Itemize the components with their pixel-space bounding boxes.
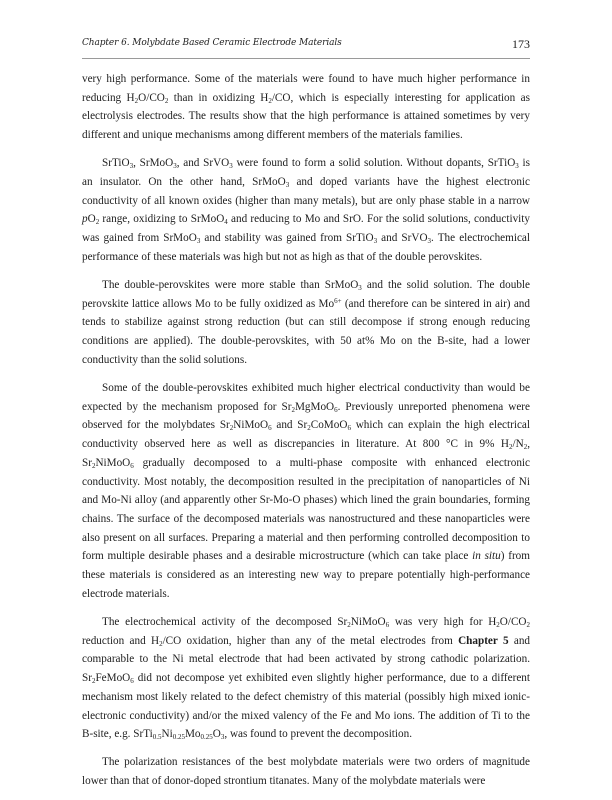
text-run: . Previously unreported phenomena were observed for the molybdates Sr bbox=[82, 400, 530, 432]
text-run: was very high for H bbox=[389, 615, 497, 628]
text-run: 2 bbox=[526, 620, 531, 629]
text-run: and stability was gained from SrTiO bbox=[200, 232, 374, 245]
text-run: 0.25 bbox=[200, 733, 213, 742]
text-run: Chapter 5 bbox=[458, 634, 509, 647]
text-run: 4 bbox=[224, 218, 228, 227]
text-run: FeMoO bbox=[95, 672, 131, 685]
text-run: 3 bbox=[196, 237, 201, 246]
text-run: 2 bbox=[159, 639, 163, 648]
text-run: 3 bbox=[373, 237, 378, 246]
text-run: reduction and H bbox=[82, 634, 160, 647]
paragraph bbox=[82, 154, 530, 266]
chapter-title: Chapter 6. Molybdate Based Ceramic Electrode Materials bbox=[82, 38, 342, 48]
text-run: 2 bbox=[523, 443, 528, 452]
text-run: (and therefore can be sintered in air) and tends to stabilize against strong reduction (but can still decompose if strong enough reducing conditions are applied). The double-perovskites, with 50 at% Mo on the B-site, had a lower conductivity than the solid solutions. bbox=[82, 297, 530, 366]
text-run: 2 bbox=[134, 96, 139, 105]
text-run: SrTiO bbox=[102, 157, 130, 170]
text-run: /CO, which is especially interesting for application as electrolysis electrodes. The results show that the high performance is attained sometimes by very different and unique mechanisms among different members of the materials families. bbox=[82, 91, 530, 142]
text-run: p bbox=[82, 213, 88, 226]
text-run: 3 bbox=[229, 162, 233, 171]
text-run: 2 bbox=[229, 424, 234, 433]
text-run: 3 bbox=[427, 237, 432, 246]
text-run: NiMoO bbox=[95, 456, 131, 469]
paragraph bbox=[82, 276, 530, 370]
text-run: 3 bbox=[173, 162, 177, 171]
text-run: 0.5 bbox=[152, 733, 162, 742]
text-run: The double-perovskites were more stable than SrMoO bbox=[102, 279, 359, 292]
text-run: NiMoO bbox=[350, 615, 386, 628]
text-run: 2 bbox=[496, 620, 500, 629]
text-run: is an insulator. On the other hand, SrMoO bbox=[82, 157, 530, 189]
text-run: , was found to prevent the decomposition. bbox=[224, 728, 413, 741]
text-run: Some of the double-perovskites exhibited much higher electrical conductivity than would be expected by the mechanism proposed for Sr bbox=[82, 382, 530, 413]
running-header bbox=[82, 38, 530, 54]
text-run: and doped variants have the highest electronic conductivity of all known oxides (higher than many metals), but are only phase stable in a narrow bbox=[82, 176, 530, 207]
text-run: The polarization resistances of the best molybdate materials were two orders of magnitude lower than that of donor-doped strontium titanates. Many of the molybdate materials were bbox=[82, 756, 530, 788]
paragraph bbox=[82, 613, 530, 744]
text-run: /CO oxidation, higher than any of the metal electrodes from bbox=[162, 634, 459, 647]
text-run: O/CO bbox=[499, 615, 527, 628]
text-run: 2 bbox=[91, 461, 96, 470]
text-run: 0.25 bbox=[172, 733, 185, 742]
text-run: very high performance. Some of the materials were found to have much higher performance in reducing H bbox=[82, 73, 530, 104]
text-run: 6 bbox=[130, 677, 134, 686]
text-run: 3 bbox=[129, 162, 134, 171]
text-run: 2 bbox=[509, 443, 513, 452]
body-text bbox=[82, 70, 530, 800]
text-run: 2 bbox=[91, 677, 96, 686]
text-run: /N bbox=[512, 438, 524, 451]
text-run: did not decompose yet exhibited even slightly higher performance, due to a different mechanism most likely related to the defect chemistry of this material (possibly high mixed ionic-electronic conductivity) and/or the mixed valency of the Fe and Mo ions. The addition of Ti to the B-site, e.g. SrTi bbox=[82, 672, 530, 741]
text-run: in situ bbox=[472, 550, 501, 563]
text-run: , and SrVO bbox=[176, 157, 230, 170]
text-run: 2 bbox=[95, 218, 100, 227]
text-run: CoMoO bbox=[310, 419, 348, 432]
text-run: 6 bbox=[334, 405, 338, 414]
text-run: 3 bbox=[358, 284, 362, 293]
paragraph bbox=[82, 379, 530, 603]
text-run: 3 bbox=[220, 733, 225, 742]
text-run: , Sr bbox=[82, 438, 530, 469]
text-run: 6 bbox=[130, 461, 134, 470]
text-run: and the solid solution. The double perovskite lattice allows Mo to be fully oxidized as Mo bbox=[82, 279, 530, 310]
text-run: 6 bbox=[347, 424, 351, 433]
text-run: 2 bbox=[307, 424, 311, 433]
page-number: 173 bbox=[512, 37, 530, 51]
text-run: than in oxidizing H bbox=[168, 91, 269, 104]
text-run: Mo bbox=[184, 728, 201, 741]
text-run: O bbox=[87, 213, 96, 226]
text-run: . The electrochemical performance of these materials was high but not as high as that of the double perovskites. bbox=[82, 232, 531, 263]
text-run: ) from these materials is considered as an interesting new way to prepare potentially high-performance electrode materials. bbox=[82, 550, 530, 600]
text-run: 2 bbox=[268, 96, 272, 105]
text-run: 6+ bbox=[334, 296, 342, 305]
text-run: range, oxidizing to SrMoO bbox=[99, 213, 225, 226]
text-run: O/CO bbox=[138, 91, 165, 104]
text-run: NiMoO bbox=[233, 419, 269, 432]
paragraph bbox=[82, 753, 530, 790]
header-rule bbox=[82, 58, 530, 59]
text-run: 6 bbox=[385, 620, 390, 629]
text-run: 2 bbox=[164, 96, 169, 105]
text-run: , SrMoO bbox=[133, 157, 174, 170]
text-run: and reducing to Mo and SrO. For the solid solutions, conductivity was gained from SrMoO bbox=[82, 213, 530, 245]
text-run: 6 bbox=[268, 424, 272, 433]
text-run: O bbox=[212, 728, 221, 741]
text-run: 2 bbox=[347, 620, 351, 629]
text-run: which can explain the high electrical conductivity observed here as well as discrepancies in literature. At 800 °C in 9% H bbox=[82, 419, 530, 451]
text-run: MgMoO bbox=[294, 400, 335, 413]
text-run: were found to form a solid solution. Without dopants, SrTiO bbox=[232, 157, 516, 170]
paragraph bbox=[82, 70, 530, 145]
text-run: and SrVO bbox=[377, 232, 428, 245]
text-run: 3 bbox=[515, 162, 519, 171]
text-run: and Sr bbox=[271, 419, 308, 432]
text-run: and comparable to the Ni metal electrode that had been activated by strong cathodic polarization. Sr bbox=[82, 634, 531, 685]
text-run: Ni bbox=[161, 728, 173, 741]
text-run: gradually decomposed to a multi-phase composite with enhanced electronic conductivity. Most notably, the decomposition resulted in the precipitation of nanoparticles of Ni and Mo-Ni alloy (and apparently other Sr-Mo-O phases) which lined the grain boundaries, forming chains. The surface of the decomposed materials was nanostructured and these nanoparticles were also present on all surfaces. Preparing a material and then performing controlled decomposition to form multiple desirable phases and a desirable microstructure (which can take place bbox=[82, 456, 530, 563]
text-run: The electrochemical activity of the decomposed Sr bbox=[102, 615, 348, 628]
text-run: 3 bbox=[285, 181, 290, 190]
text-run: 2 bbox=[291, 405, 295, 414]
